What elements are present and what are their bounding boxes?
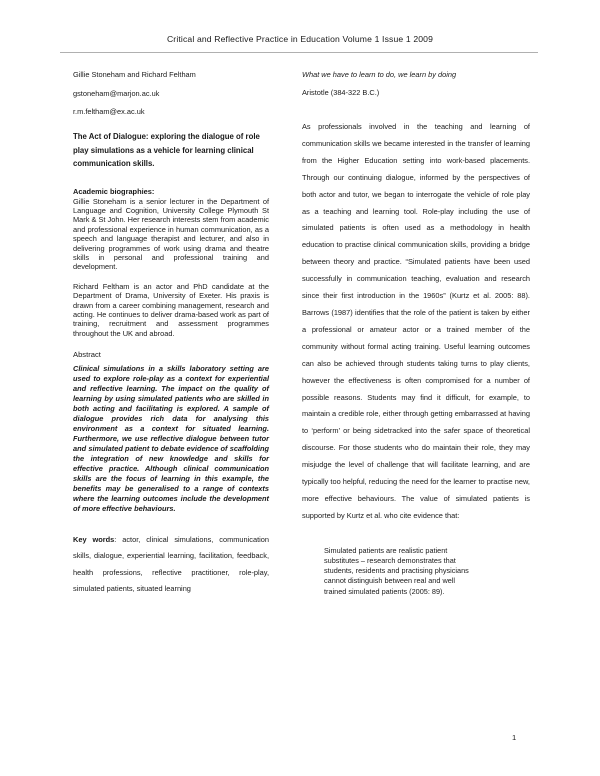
epigraph-source: Aristotle (384-322 B.C.) bbox=[302, 88, 380, 97]
author-email-1: gstoneham@marjon.ac.uk bbox=[73, 89, 160, 98]
author-email-2: r.m.feltham@ex.ac.uk bbox=[73, 107, 145, 116]
page-number: 1 bbox=[512, 733, 517, 742]
article-title: The Act of Dialogue: exploring the dialogue of role play simulations as a vehicle for learning clinical communication skills. bbox=[73, 132, 260, 168]
body-paragraph: As professionals involved in the teaching and learning of communication skills we became interested in the transfer of learning from the Higher Education setting into work-based placements. Through our continuing dialogue, informed by the perspectives of both actor and tutor, we began to interrogate the vehicle of role play as a teaching and learning tool. Role-play including the use of simulated patients is often used as a methodology in health education to practise clinical communication skills, providing a bridge between theory and practice. “Simulated patients have been used successfully in communication teaching, evaluation and research since their first introduction in the 1960s” (Kurtz et al. 2005: 88). Barrows (1987) identifies that the role of the patient is taken by either a professional or amateur actor or a trained member of the community without formal acting training. Useful learning outcomes can also be achieved through students taking turns to play clients, however the effectiveness is often compromised for a number of possible reasons. Students may find it difficult, for example, to maintain a credible role, either through getting embarrassed at having to ‘perform’ or being sidetracked into the safer space of theoretical discourse. For those students who do maintain their role, they may misjudge the level of challenge that will facilitate learning, and are typically too helpful, reducing the need for the learner to practise new, more effective behaviours. The value of simulated patients is supported by Kurtz et al. who cite evidence that: bbox=[302, 122, 530, 520]
running-header: Critical and Reflective Practice in Education Volume 1 Issue 1 2009 bbox=[166, 34, 434, 44]
abstract-heading: Abstract bbox=[73, 350, 101, 360]
keywords-label: Key words bbox=[73, 534, 115, 544]
bio-heading: Academic biographies: bbox=[73, 186, 155, 196]
epigraph-quote: What we have to learn to do, we learn by doing bbox=[302, 70, 457, 79]
abstract-text: Clinical simulations in a skills laboratory setting are used to explore role-play as a context for experiential and reflective learning. The impact on the quality of learning by using simulated patients who are skilled in both acting and facilitating is explored. A sample of dialogue provides rich data for analysing this environment as a context for situated learning. Furthermore, we use reflective dialogue between tutor and simulated patient to debate evidence of scaffolding the integration of new knowledge and skills for effective practice. Although clinical communication skills are the focus of learning in this example, the benefits may be generalised to a range of contexts where the learning outcomes include the development of more effective behaviours. bbox=[73, 363, 269, 513]
right-column bbox=[302, 70, 530, 597]
bio-paragraph-2: Richard Feltham is an actor and PhD candidate at the Department of Drama, University of Exeter. His praxis is drawn from a career combining management, research and acting. He continues to deliver drama-based work as part of training, recruitment and assessment programmes throughout the UK and abroad. bbox=[73, 281, 269, 338]
header-rule bbox=[60, 52, 538, 53]
keywords-text: : actor, clinical simulations, communication skills, dialogue, experiential learning, facilitation, feedback, health professions, reflective practitioner, role-play, simulated patients, situated learning bbox=[73, 534, 269, 594]
left-column bbox=[73, 70, 269, 598]
block-quote: Simulated patients are realistic patient substitutes – research demonstrates that students, residents and practising physicians cannot distinguish between real and well trained simulated patients (2005: 89). bbox=[324, 545, 469, 596]
bio-paragraph-1: Gillie Stoneham is a senior lecturer in the Department of Language and Cognition, University College Plymouth St Mark & St John. Her research interests stem from academic and professional experience in human communication, as a speech and language therapist and lecturer, and also in delivering programmes of work using drama and theatre skills in personal and professional training and development. bbox=[73, 196, 269, 272]
author-names: Gillie Stoneham and Richard Feltham bbox=[73, 70, 196, 79]
keywords bbox=[73, 532, 269, 598]
